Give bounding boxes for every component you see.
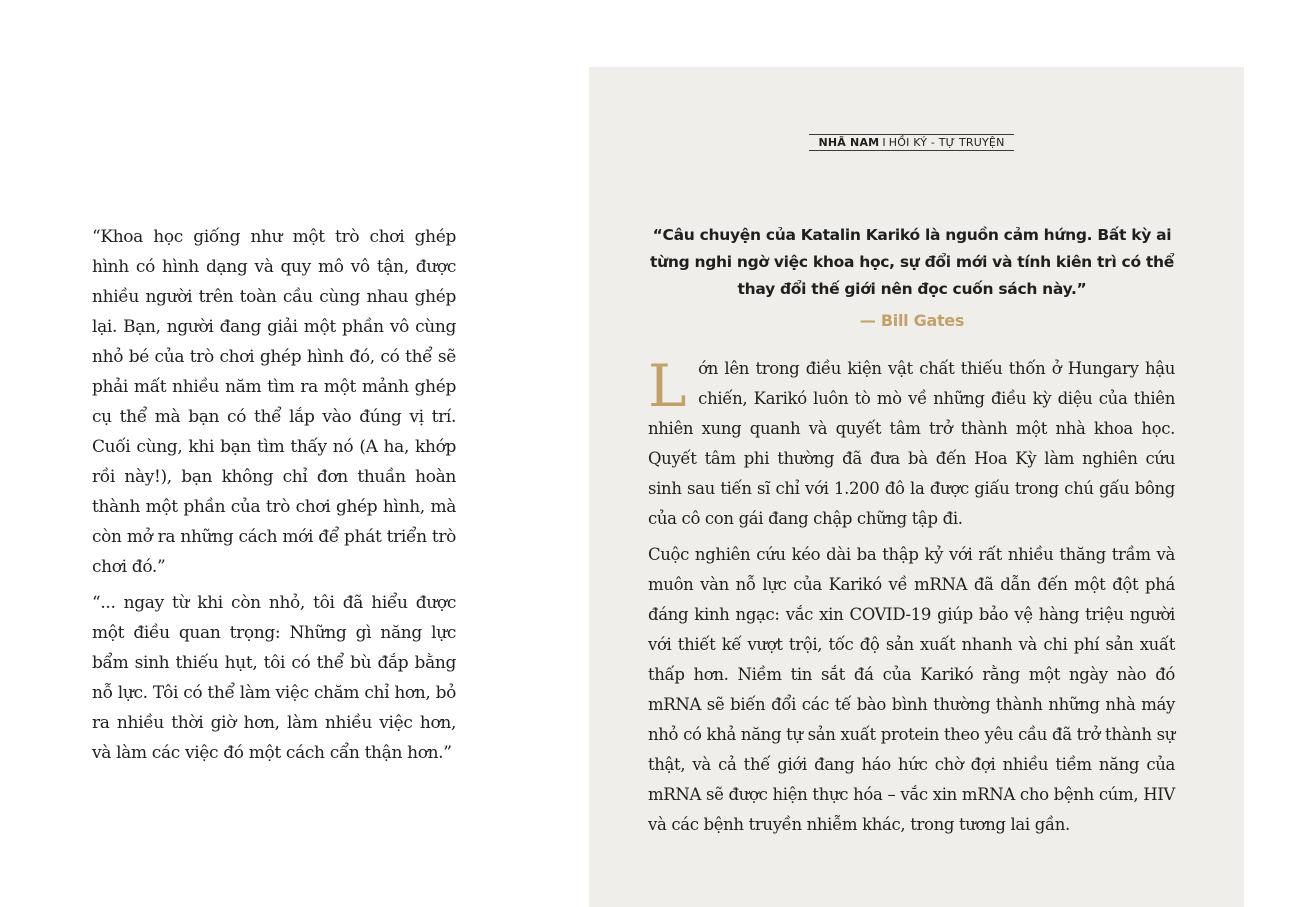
back-cover-panel	[589, 67, 1244, 907]
description-paragraph-2: Cuộc nghiên cứu kéo dài ba thập kỷ với rất nhiều thăng trầm và muôn vàn nỗ lực của Karikó về mRNA đã dẫn đến một đột phá đáng kinh ngạc: vắc xin COVID-19 giúp bảo vệ hàng triệu người với thiết kế vượt trội, tốc độ sản xuất nhanh và chi phí sản xuất thấp hơn. Niềm tin sắt đá của Karikó rằng một ngày nào đó mRNA sẽ biến đổi các tế bào bình thường thành những nhà máy nhỏ có khả năng tự sản xuất protein theo yêu cầu đã trở thành sự thật, và cả thế giới đang háo hức chờ đợi nhiều tiềm năng của mRNA sẽ được hiện thực hóa – vắc xin mRNA cho bệnh cúm, HIV và các bệnh truyền nhiễm khác, trong tương lai gần.	[648, 545, 1175, 834]
left-page-quotes	[92, 222, 456, 768]
quote-effort: “... ngay từ khi còn nhỏ, tôi đã hiểu được một điều quan trọng: Những gì năng lực bẩm sinh thiếu hụt, tôi có thể bù đắp bằng nỗ lực. Tôi có thể làm việc chăm chỉ hơn, bỏ ra nhiều thời giờ hơn, làm nhiều việc hơn, và làm các việc đó một cách cẩn thận hơn.”	[92, 593, 456, 763]
publisher-brand: NHÃ NAM	[818, 136, 880, 149]
book-category: HỒI KÝ - TỰ TRUYỆN	[888, 136, 1005, 149]
book-description	[648, 354, 1175, 840]
quote-puzzle: “Khoa học giống như một trò chơi ghép hình có hình dạng và quy mô vô tận, được nhiều người trên toàn cầu cùng nhau ghép lại. Bạn, người đang giải một phần vô cùng nhỏ bé của trò chơi ghép hình đó, có thể sẽ phải mất nhiều năm tìm ra một mảnh ghép cụ thể mà bạn có thể lắp vào đúng vị trí. Cuối cùng, khi bạn tìm thấy nó (A ha, khớp rồi này!), bạn không chỉ đơn thuần hoàn thành một phần của trò chơi ghép hình, mà còn mở ra những cách mới để phát triển trò chơi đó.”	[92, 227, 456, 577]
endorsement-quote: “Câu chuyện của Katalin Karikó là nguồn cảm hứng. Bất kỳ ai từng nghi ngờ việc khoa học, sự đổi mới và tính kiên trì có thể thay đổi thế giới nên đọc cuốn sách này.”	[650, 226, 1174, 298]
drop-cap: L	[648, 352, 687, 420]
description-paragraph-1	[648, 354, 1175, 534]
publisher-separator: I	[882, 136, 886, 149]
description-paragraph-1-text: ớn lên trong điều kiện vật chất thiếu thốn ở Hungary hậu chiến, Karikó luôn tò mò về những điều kỳ diệu của thiên nhiên xung quanh và quyết tâm trở thành một nhà khoa học. Quyết tâm phi thường đã đưa bà đến Hoa Kỳ làm nghiên cứu sinh sau tiến sĩ chỉ với 1.200 đô la được giấu trong chú gấu bông của cô con gái đang chập chững tập đi.	[648, 359, 1175, 528]
endorsement-attribution: — Bill Gates	[859, 311, 965, 330]
publisher-header	[809, 134, 1014, 151]
